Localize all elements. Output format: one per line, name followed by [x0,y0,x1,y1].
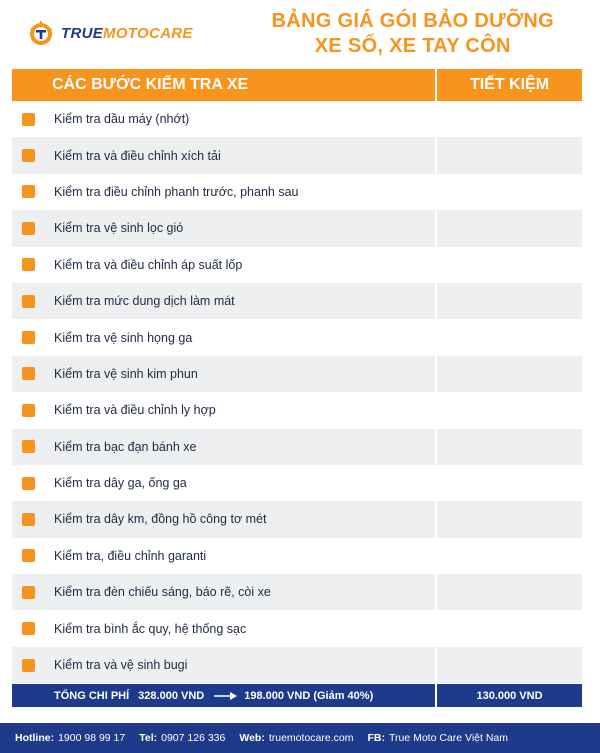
footer-contact-bar [0,723,600,753]
step-cell [12,610,435,646]
step-cell [12,538,435,574]
footer-fb[interactable]: FB: True Moto Care Việt Nam [367,732,509,744]
table-row [12,210,582,246]
step-label: Kiểm tra, điều chỉnh garanti [54,548,207,563]
step-label: Kiểm tra mức dung dịch làm mát [54,294,235,309]
step-label: Kiểm tra và điều chỉnh ly hợp [54,403,216,418]
table-row [12,137,582,173]
step-label: Kiểm tra dây ga, ống ga [54,476,187,491]
step-cell [12,283,435,319]
saving-cell [437,319,582,355]
table-row [12,465,582,501]
arrow-right-icon [214,691,238,701]
square-bullet-icon [22,586,35,599]
table-row [12,574,582,610]
table-row [12,283,582,319]
total-discounted-price: 198.000 VND (Giảm 40%) [244,689,374,702]
step-cell [12,210,435,246]
saving-cell [437,247,582,283]
table-body [12,101,582,683]
footer-web[interactable]: Web: truemotocare.com [239,732,354,744]
step-cell [12,647,435,683]
saving-cell [437,538,582,574]
saving-cell [437,101,582,137]
saving-cell [437,174,582,210]
table-row [12,610,582,646]
total-label: TỔNG CHI PHÍ [54,689,130,702]
table-row [12,538,582,574]
step-cell [12,392,435,428]
title-line-1: BẢNG GIÁ GÓI BẢO DƯỠNG [271,10,554,32]
step-label: Kiểm tra dây km, đồng hồ công tơ mét [54,512,267,527]
price-table [12,69,582,707]
total-cost-cell [12,684,435,707]
col-header-steps: CÁC BƯỚC KIỂM TRA XE [12,69,435,101]
step-label: Kiểm tra bình ắc quy, hệ thống sạc [54,621,247,636]
table-row [12,392,582,428]
table-row [12,429,582,465]
step-cell [12,429,435,465]
saving-cell [437,210,582,246]
saving-cell [437,429,582,465]
square-bullet-icon [22,185,35,198]
square-bullet-icon [22,222,35,235]
step-cell [12,501,435,537]
step-label: Kiểm tra vệ sinh họng ga [54,330,193,345]
logo-text: TRUEMOTOCARE [61,24,193,42]
saving-cell [437,392,582,428]
step-label: Kiểm tra đèn chiếu sáng, báo rẽ, còi xe [54,585,271,600]
table-row [12,101,582,137]
square-bullet-icon [22,113,35,126]
logo-gear-icon [26,18,56,48]
table-row [12,356,582,392]
table-header-row [12,69,582,101]
square-bullet-icon [22,258,35,271]
saving-cell [437,610,582,646]
saving-cell [437,356,582,392]
title-line-2: XE SỐ, XE TAY CÔN [314,35,511,57]
saving-cell [437,501,582,537]
total-row [12,684,582,707]
saving-cell [437,647,582,683]
square-bullet-icon [22,477,35,490]
step-label: Kiểm tra bạc đạn bánh xe [54,439,197,454]
square-bullet-icon [22,659,35,672]
col-header-savings: TIẾT KIỆM [437,69,582,101]
step-cell [12,356,435,392]
footer-tel[interactable]: Tel: 0907 126 336 [139,732,226,744]
step-cell [12,137,435,173]
total-original-price: 328.000 VND [138,689,205,702]
square-bullet-icon [22,513,35,526]
total-saving-cell: 130.000 VND [437,684,582,707]
square-bullet-icon [22,331,35,344]
step-cell [12,319,435,355]
saving-cell [437,137,582,173]
saving-cell [437,574,582,610]
square-bullet-icon [22,404,35,417]
saving-cell [437,283,582,319]
step-label: Kiểm tra và điều chỉnh xích tải [54,148,221,163]
saving-cell [437,465,582,501]
step-cell [12,101,435,137]
square-bullet-icon [22,440,35,453]
brand-logo[interactable] [26,18,193,48]
step-label: Kiểm tra và vệ sinh bugi [54,658,188,673]
square-bullet-icon [22,549,35,562]
step-cell [12,574,435,610]
step-cell [12,465,435,501]
footer-hotline[interactable]: Hotline: 1900 98 99 17 [15,732,126,744]
header [0,0,600,70]
step-label: Kiểm tra điều chỉnh phanh trước, phanh sau [54,184,299,199]
step-label: Kiểm tra vệ sinh lọc gió [54,221,184,236]
table-row [12,647,582,683]
step-label: Kiểm tra và điều chỉnh áp suất lốp [54,257,243,272]
table-row [12,501,582,537]
table-row [12,174,582,210]
page-title [272,9,554,59]
step-label: Kiểm tra vệ sinh kim phun [54,366,198,381]
step-cell [12,247,435,283]
step-cell [12,174,435,210]
step-label: Kiểm tra dầu máy (nhớt) [54,112,190,127]
square-bullet-icon [22,149,35,162]
square-bullet-icon [22,295,35,308]
square-bullet-icon [22,367,35,380]
square-bullet-icon [22,622,35,635]
table-row [12,319,582,355]
table-row [12,247,582,283]
